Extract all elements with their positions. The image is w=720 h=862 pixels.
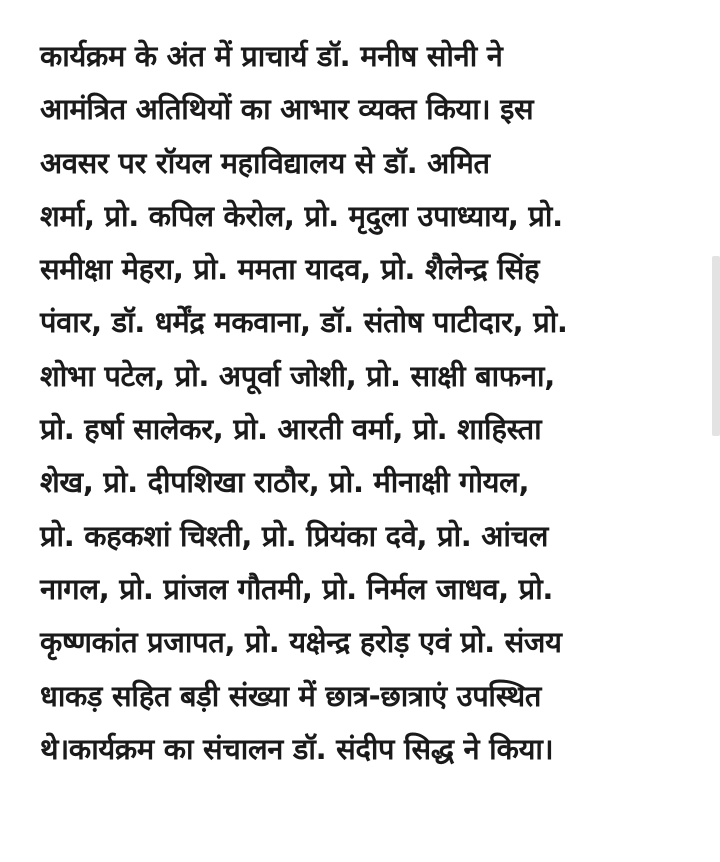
text-line: शेख, प्रो. दीपशिखा राठौर, प्रो. मीनाक्षी गोयल, xyxy=(40,465,530,500)
text-line: अवसर पर रॉयल महाविद्यालय से डॉ. अमित xyxy=(40,145,490,180)
text-line: शर्मा, प्रो. कपिल केरोल, प्रो. मृदुला उपाध्याय, प्रो. xyxy=(40,198,563,233)
text-line: नागल, प्रो. प्रांजल गौतमी, प्रो. निर्मल जाधव, प्रो. xyxy=(40,571,554,606)
text-line: धाकड़ सहित बड़ी संख्या में छात्र-छात्राएं उपस्थित xyxy=(40,678,542,713)
text-line: प्रो. कहकशां चिश्ती, प्रो. प्रियंका दवे, प्रो. आंचल xyxy=(40,518,549,553)
text-line: समीक्षा मेहरा, प्रो. ममता यादव, प्रो. शैलेन्द्र सिंह xyxy=(40,252,540,287)
article-text xyxy=(40,30,690,776)
text-line: कार्यक्रम के अंत में प्राचार्य डॉ. मनीष सोनी ने xyxy=(40,39,503,73)
text-line: पंवार, डॉ. धर्मेंद्र मकवाना, डॉ. संतोष पाटीदार, प्रो. xyxy=(40,305,568,340)
text-line: कृष्णकांत प्रजापत, प्रो. यक्षेन्द्र हरोड़ एवं प्रो. संजय xyxy=(40,625,562,660)
text-line: प्रो. हर्षा सालेकर, प्रो. आरती वर्मा, प्रो. शाहिस्ता xyxy=(40,412,542,447)
text-line: आमंत्रित अतिथियों का आभार व्यक्त किया। इस xyxy=(40,92,534,127)
text-line: थे।कार्यक्रम का संचालन डॉ. संदीप सिद्ध ने किया। xyxy=(40,731,554,766)
scrollbar[interactable] xyxy=(712,256,720,436)
text-line: शोभा पटेल, प्रो. अपूर्वा जोशी, प्रो. साक्षी बाफना, xyxy=(40,358,555,393)
